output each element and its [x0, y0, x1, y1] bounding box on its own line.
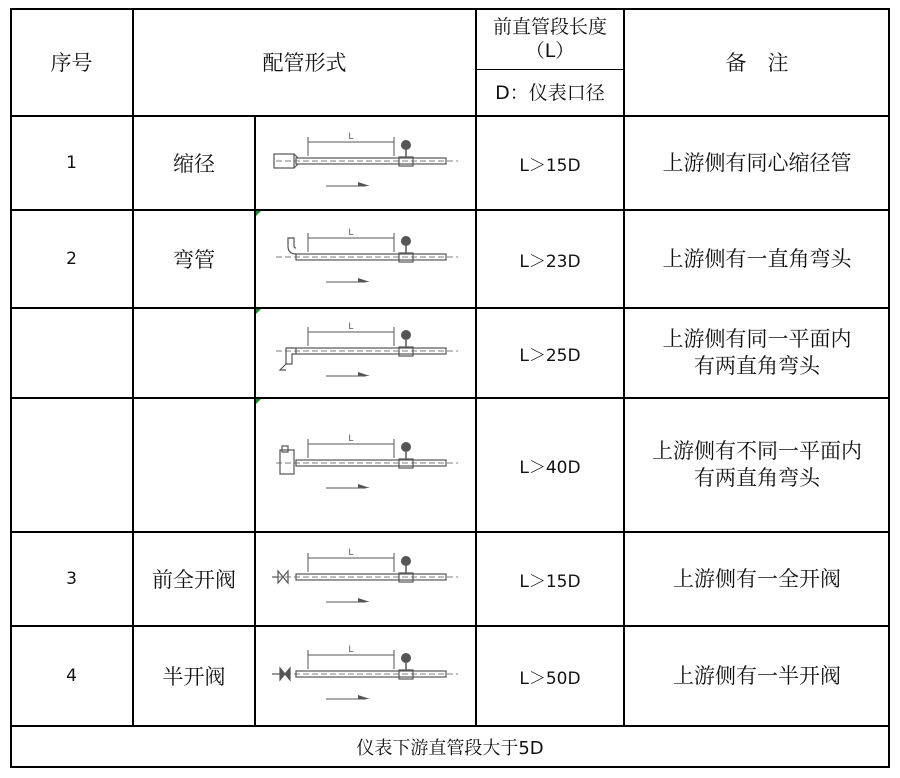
header-no: 序号 — [50, 51, 93, 75]
piping-type-name — [133, 398, 255, 532]
cell-marker-icon — [256, 399, 261, 404]
remark-text — [624, 626, 890, 726]
row-divider — [10, 209, 890, 211]
row-divider — [10, 307, 890, 309]
remark-line: 有两直角弯头 — [694, 354, 820, 378]
piping-diagram — [255, 532, 476, 626]
piping-diagram — [255, 626, 476, 726]
column-divider — [475, 8, 477, 726]
svg-text:L: L — [347, 131, 354, 141]
row-number: 1 — [66, 153, 77, 173]
piping-type-name: 半开阀 — [162, 665, 226, 689]
double-elbow-same-plane-diagram-icon — [266, 318, 466, 388]
column-divider — [132, 8, 134, 726]
double-elbow-diff-plane-diagram-icon — [266, 430, 466, 500]
table-border — [888, 8, 890, 768]
row-number: 4 — [66, 666, 77, 686]
straight-length-value: L＞25D — [519, 345, 581, 366]
straight-length-value: L＞40D — [519, 457, 581, 478]
cell-marker-icon — [256, 309, 261, 314]
svg-text:L: L — [347, 433, 354, 443]
row-number: 2 — [66, 249, 77, 269]
single-elbow-diagram-icon — [266, 224, 466, 294]
piping-diagram — [255, 116, 476, 210]
header-length-title: 前直管段长度（L） — [492, 16, 607, 62]
header-divider — [476, 69, 624, 70]
remark-line: 上游侧有一全开阀 — [673, 566, 841, 591]
piping-type-name — [133, 308, 255, 398]
straight-length-value: L＞15D — [519, 155, 581, 176]
row-divider — [10, 115, 890, 117]
reducer-diagram-icon — [266, 128, 466, 198]
remark-text — [624, 398, 890, 532]
header-form: 配管形式 — [262, 51, 347, 75]
piping-requirements-table — [10, 8, 890, 768]
piping-diagram — [255, 398, 476, 532]
remark-line: 有两直角弯头 — [694, 466, 820, 490]
footer-note: 仪表下游直管段大于5D — [356, 738, 544, 759]
remark-line: 上游侧有一直角弯头 — [662, 246, 852, 271]
cell-marker-icon — [256, 211, 261, 216]
remark-line: 上游侧有同一平面内 — [662, 327, 852, 351]
piping-type-name: 前全开阀 — [152, 568, 236, 592]
straight-length-value: L＞15D — [519, 571, 581, 592]
remark-line: 上游侧有不同一平面内 — [652, 439, 862, 463]
row-number: 3 — [66, 569, 77, 589]
table-border — [10, 8, 12, 768]
remark-text — [624, 116, 890, 210]
header-remark: 备 注 — [725, 51, 789, 75]
remark-text — [624, 532, 890, 626]
row-number — [10, 398, 133, 532]
row-divider — [10, 397, 890, 399]
svg-text:L: L — [347, 321, 354, 331]
svg-text:L: L — [347, 547, 354, 557]
piping-diagram — [255, 210, 476, 308]
remark-line: 上游侧有一半开阀 — [673, 663, 841, 688]
row-divider — [10, 725, 890, 727]
column-divider — [623, 8, 625, 726]
straight-length-value: L＞50D — [519, 668, 581, 689]
row-number — [10, 308, 133, 398]
column-divider — [254, 115, 256, 726]
half-open-valve-diagram-icon — [266, 641, 466, 711]
full-open-valve-diagram-icon — [266, 544, 466, 614]
piping-type-name: 缩径 — [173, 152, 215, 176]
svg-text:L: L — [347, 644, 354, 654]
piping-diagram — [255, 308, 476, 398]
table-border — [10, 8, 890, 10]
row-divider — [10, 625, 890, 627]
svg-text:L: L — [347, 227, 354, 237]
remark-line: 上游侧有同心缩径管 — [662, 150, 852, 175]
header-length-note: D：仪表口径 — [495, 82, 605, 104]
straight-length-value: L＞23D — [519, 251, 581, 272]
table-border — [10, 766, 890, 768]
piping-type-name: 弯管 — [173, 248, 215, 272]
remark-text — [624, 308, 890, 398]
row-divider — [10, 531, 890, 533]
remark-text — [624, 210, 890, 308]
